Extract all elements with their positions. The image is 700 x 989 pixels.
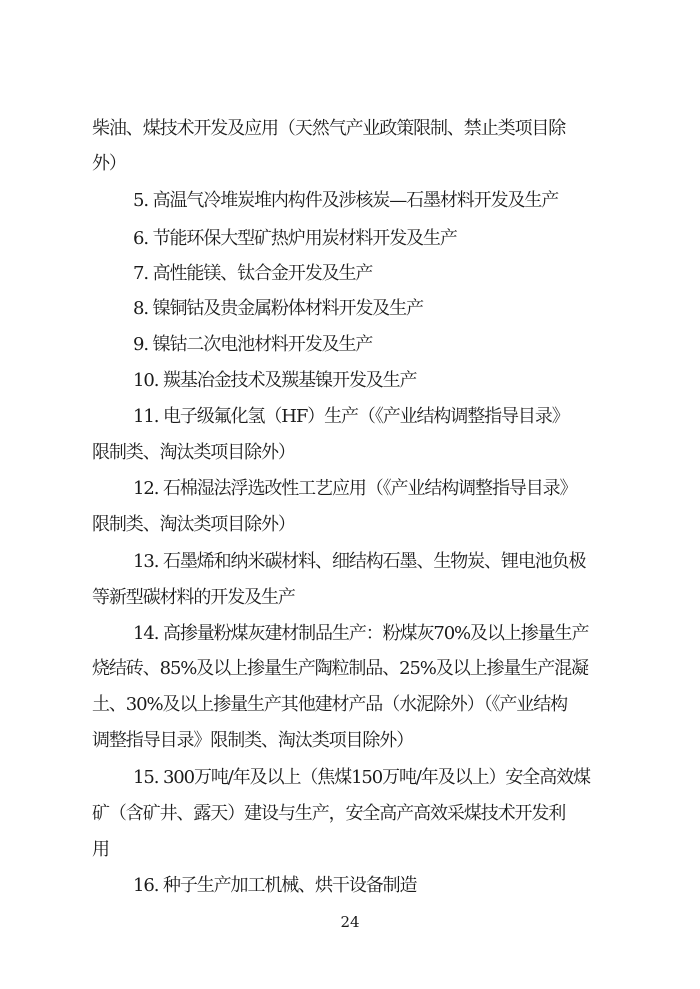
list-item-15-line-2: 矿（含矿井、露天）建设与生产，安全高产高效采煤技术开发利 <box>92 803 566 824</box>
list-item-12-line-2: 限制类、淘汰类项目除外） <box>92 514 295 535</box>
list-item-16: 16. 种子生产加工机械、烘干设备制造 <box>133 875 417 896</box>
list-item-14-line-2: 烧结砖、85%及以上掺量生产陶粒制品、25%及以上掺量生产混凝 <box>92 658 588 679</box>
list-item-15-line-3: 用 <box>92 839 109 860</box>
page-number: 24 <box>340 913 360 931</box>
list-item-13-line-2: 等新型碳材料的开发及生产 <box>92 587 295 608</box>
list-item-9: 9. 镍钴二次电池材料开发及生产 <box>133 334 373 355</box>
list-item-14-line-3: 土、30%及以上掺量生产其他建材产品（水泥除外）（《产业结构 <box>92 694 568 715</box>
list-item-15-line-1: 15. 300万吨/年及以上（焦煤150万吨/年及以上）安全高效煤 <box>133 767 590 788</box>
list-item-13-line-1: 13. 石墨烯和纳米碳材料、细结构石墨、生物炭、锂电池负极 <box>133 551 586 572</box>
paragraph-continuation-line-2: 外） <box>92 153 126 174</box>
list-item-7: 7. 高性能镁、钛合金开发及生产 <box>133 263 373 284</box>
paragraph-continuation-line-1: 柴油、煤技术开发及应用（天然气产业政策限制、禁止类项目除 <box>92 118 566 139</box>
list-item-8: 8. 镍铜钴及贵金属粉体材料开发及生产 <box>133 298 423 319</box>
list-item-14-line-1: 14. 高掺量粉煤灰建材制品生产：粉煤灰70%及以上掺量生产 <box>133 623 589 644</box>
list-item-10: 10. 羰基冶金技术及羰基镍开发及生产 <box>133 370 417 391</box>
list-item-11-line-1: 11. 电子级氟化氢（HF）生产（《产业结构调整指导目录》 <box>133 406 569 427</box>
list-item-5: 5. 高温气冷堆炭堆内构件及涉核炭—石墨材料开发及生产 <box>133 190 559 211</box>
list-item-6: 6. 节能环保大型矿热炉用炭材料开发及生产 <box>133 228 457 249</box>
list-item-14-line-4: 调整指导目录》限制类、淘汰类项目除外） <box>92 730 414 751</box>
list-item-11-line-2: 限制类、淘汰类项目除外） <box>92 442 295 463</box>
list-item-12-line-1: 12. 石棉湿法浮选改性工艺应用（《产业结构调整指导目录》 <box>133 478 577 499</box>
